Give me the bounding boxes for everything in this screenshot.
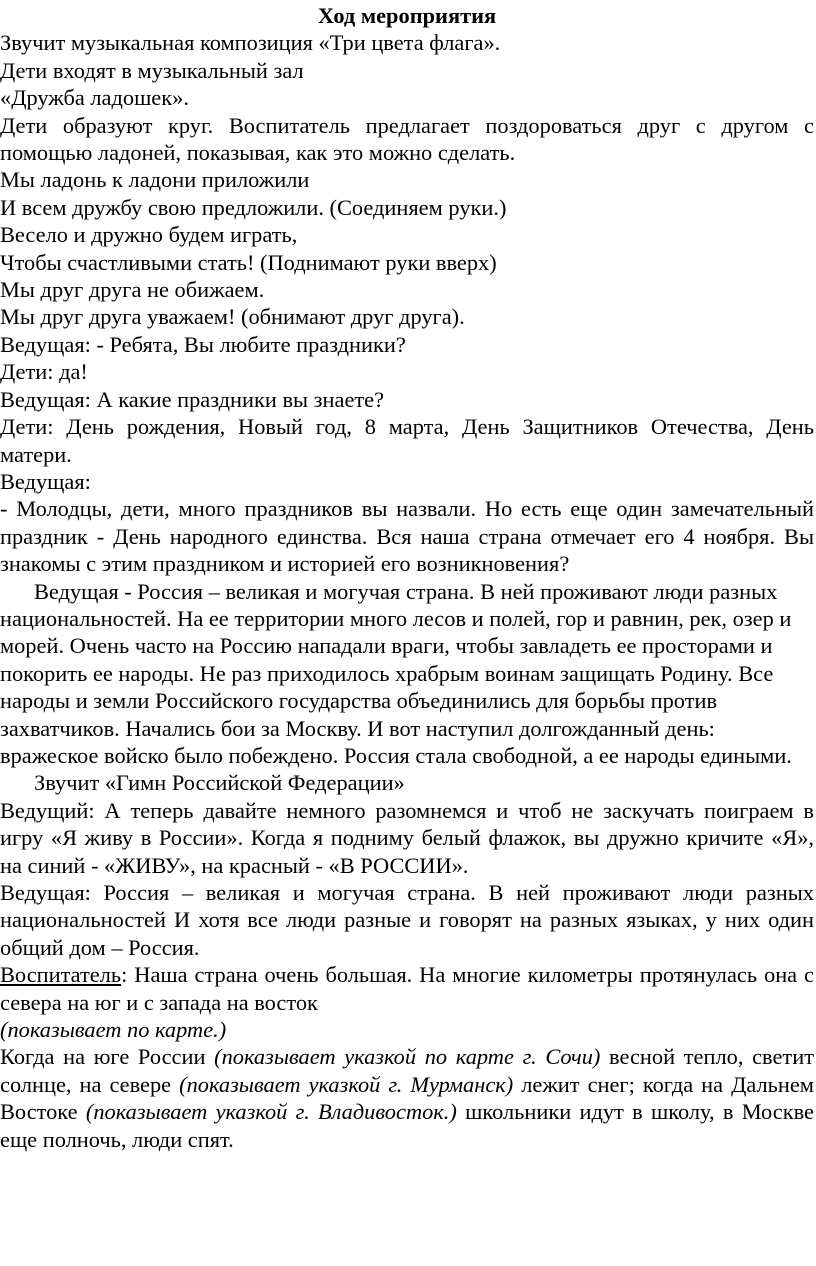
document-title: Ход мероприятия	[317, 3, 497, 28]
map-text-1: Когда на юге России	[0, 1044, 215, 1070]
russia-history-paragraph: Ведущая - Россия – великая и могучая страна. В ней проживают люди разных национальностей. На ее территории много лесов и полей, гор и равнин, рек, озер и морей. Очень часто на Россию нападали враги, чтобы завладеть ее просторами и покорить ее народы. Не раз приходилось храбрым воинам защищать Родину. Все народы и земли Российского государства объединились для борьбы против захватчиков. Начались бои за Москву. И вот наступил долгожданный день: вражеское войско было побеждено. Россия стала свободной, а ее народы едиными.	[0, 578, 792, 768]
teacher-text: : Наша страна очень большая. На многие километры протянулась она с севера на юг и с запада на восток	[0, 962, 814, 1015]
poem-line-2: И всем дружбу свою предложили. (Соединяем руки.)	[0, 194, 507, 220]
russia-home-paragraph: Ведущая: Россия – великая и могучая страна. В ней проживают люди разных национальностей И хотя все люди разные и говорят на разных языках, у них один общий дом – Россия.	[0, 880, 814, 960]
friendship-line: «Дружба ладошек».	[0, 85, 189, 111]
map-paragraph	[0, 1043, 814, 1153]
poem-line-5: Мы друг друга не обижаем.	[0, 277, 265, 303]
map-note-sochi: (показывает указкой по карте г. Сочи)	[214, 1044, 601, 1070]
dialogue-line-3: Ведущая: А какие праздники вы знаете?	[0, 386, 385, 412]
dialogue-line-2: Дети: да!	[0, 359, 88, 385]
poem-line-3: Весело и дружно будем играть,	[0, 222, 298, 248]
music-intro-line: Звучит музыкальная композиция «Три цвета флага».	[0, 30, 501, 56]
dialogue-line-1: Ведущая: - Ребята, Вы любите праздники?	[0, 331, 406, 357]
map-note-vladivostok: (показывает указкой г. Владивосток.)	[85, 1099, 457, 1125]
dialogue-line-5: Ведущая:	[0, 468, 91, 494]
map-text-4: школьники идут в школу, в Москве еще полночь, люди спят.	[0, 1099, 814, 1152]
unity-day-paragraph: - Молодцы, дети, много праздников вы назвали. Но есть еще один замечательный праздник - День народного единства. Вся наша страна отмечает его 4 ноября. Вы знакомы с этим праздником и историей его возникновения?	[0, 496, 814, 577]
teacher-paragraph	[0, 961, 814, 1016]
map-text-2: весной тепло, светит солнце, на севере	[0, 1044, 814, 1097]
teacher-label: Воспитатель	[0, 962, 122, 988]
circle-paragraph: Дети образуют круг. Воспитатель предлагает поздороваться друг с другом с помощью ладоней, показывая, как это можно сделать.	[0, 112, 814, 166]
anthem-line: Звучит «Гимн Российской Федерации»	[34, 770, 405, 796]
game-paragraph: Ведущий: А теперь давайте немного разомнемся и чтоб не заскучать поиграем в игру «Я живу в России». Когда я подниму белый флажок, вы дружно кричите «Я», на синий - «ЖИВУ», на красный - «В РОССИИ».	[0, 797, 814, 878]
map-text-3: лежит снег; когда на Дальнем Востоке	[0, 1071, 814, 1125]
document-page	[0, 2, 814, 1153]
map-note: (показывает по карте.)	[0, 1017, 227, 1043]
poem-line-6: Мы друг друга уважаем! (обнимают друг друга).	[0, 304, 465, 330]
children-enter-line: Дети входят в музыкальный зал	[0, 57, 304, 83]
map-note-murmansk: (показывает указкой г. Мурманск)	[179, 1071, 514, 1097]
poem-line-4: Чтобы счастливыми стать! (Поднимают руки вверх)	[0, 249, 497, 275]
dialogue-line-4: Дети: День рождения, Новый год, 8 марта, День Защитников Отечества, День матери.	[0, 414, 814, 467]
poem-line-1: Мы ладонь к ладони приложили	[0, 167, 310, 193]
